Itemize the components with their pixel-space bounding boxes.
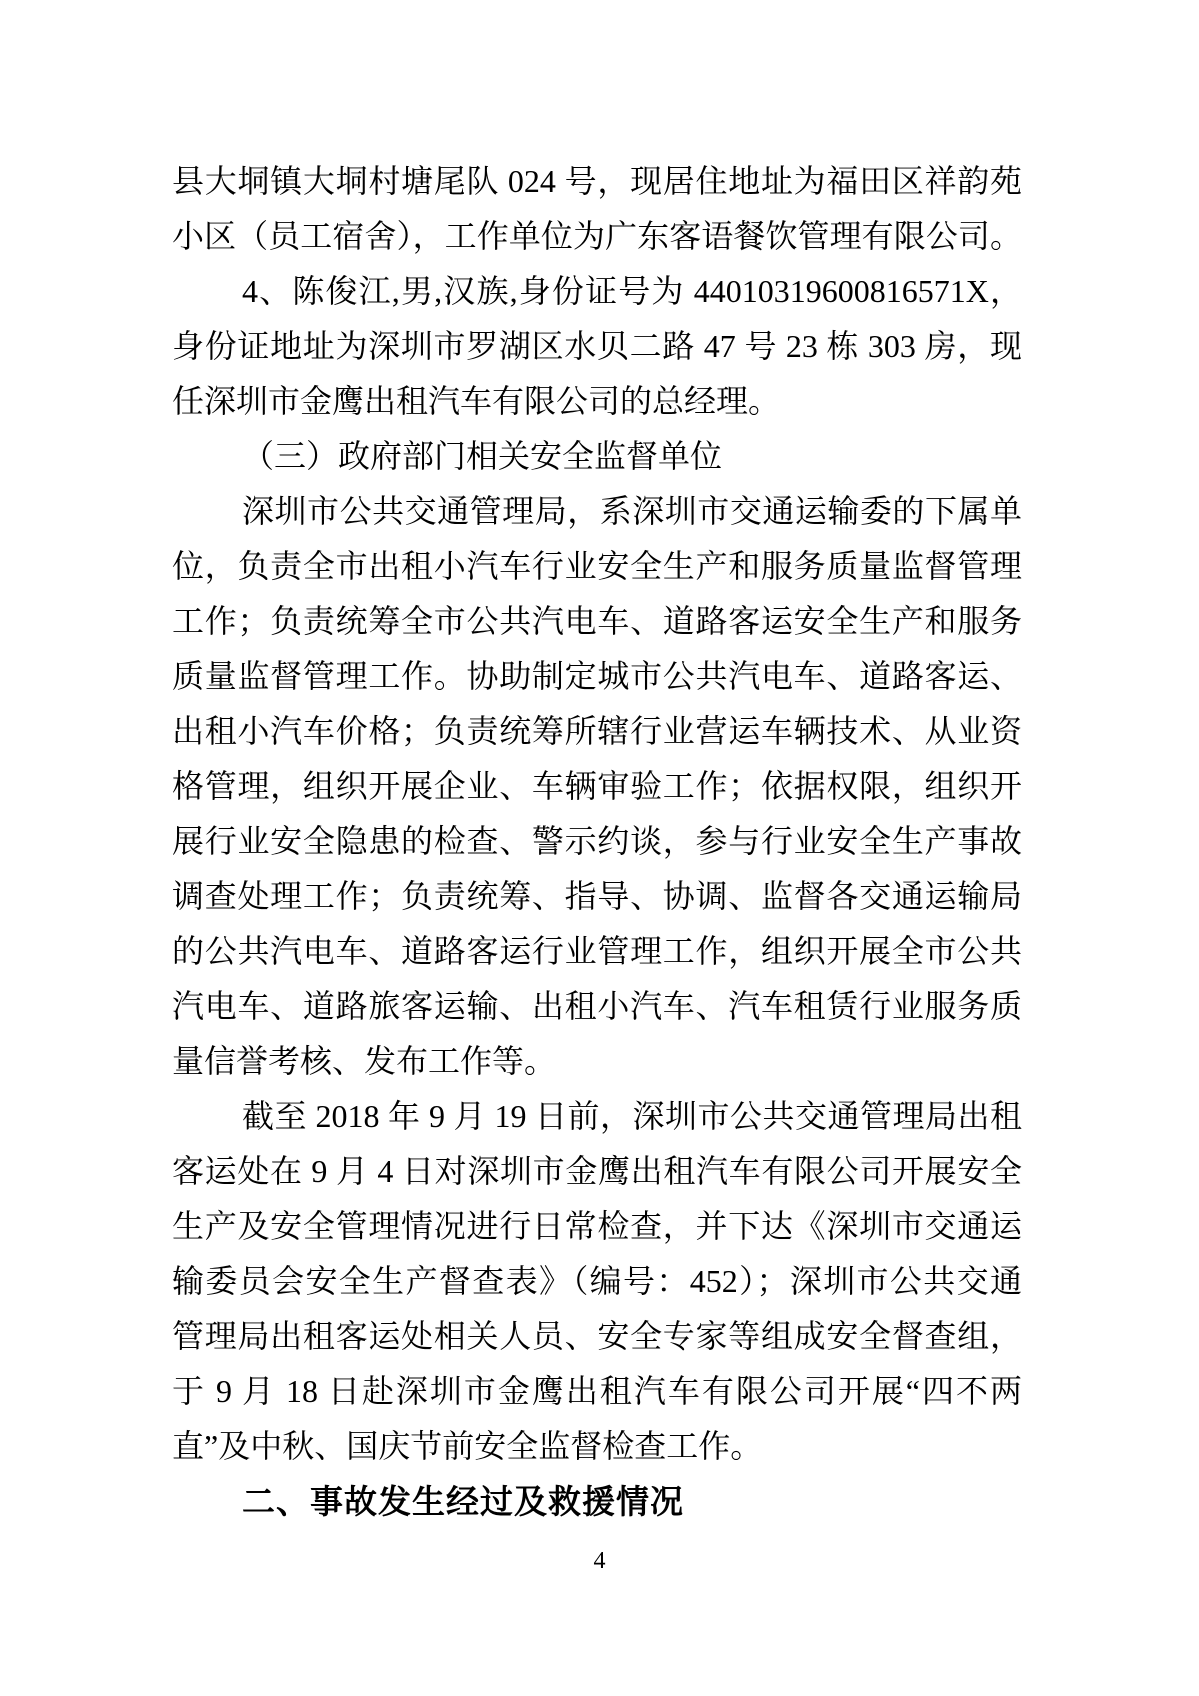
body-line: 小区（员工宿舍），工作单位为广东客语餐饮管理有限公司。 — [172, 218, 1022, 254]
body-line: 身份证地址为深圳市罗湖区水贝二路 47 号 23 栋 303 房，现 — [172, 328, 1022, 364]
body-line: 生产及安全管理情况进行日常检查，并下达《深圳市交通运 — [172, 1208, 1022, 1244]
body-line: 的公共汽电车、道路客运行业管理工作，组织开展全市公共 — [172, 933, 1022, 969]
subsection-heading: （三）政府部门相关安全监督单位 — [242, 438, 723, 474]
body-line: 质量监督管理工作。协助制定城市公共汽电车、道路客运、 — [172, 658, 1022, 694]
body-line: 位，负责全市出租小汽车行业安全生产和服务质量监督管理 — [172, 548, 1022, 584]
body-line: 截至 2018 年 9 月 19 日前，深圳市公共交通管理局出租 — [242, 1098, 1022, 1134]
body-line: 4、陈俊江,男,汉族,身份证号为 44010319600816571X， — [242, 273, 1022, 309]
body-line: 管理局出租客运处相关人员、安全专家等组成安全督查组， — [172, 1318, 1022, 1354]
section-heading: 二、事故发生经过及救援情况 — [242, 1483, 684, 1520]
body-line: 调查处理工作；负责统筹、指导、协调、监督各交通运输局 — [172, 878, 1022, 914]
document-body — [172, 154, 1022, 1529]
body-line: 任深圳市金鹰出租汽车有限公司的总经理。 — [172, 383, 781, 419]
body-line: 输委员会安全生产督查表》（编号：452）；深圳市公共交通 — [172, 1263, 1022, 1299]
body-line: 量信誉考核、发布工作等。 — [172, 1043, 557, 1079]
body-line: 直”及中秋、国庆节前安全监督检查工作。 — [172, 1428, 763, 1464]
body-line: 展行业安全隐患的检查、警示约谈，参与行业安全生产事故 — [172, 823, 1022, 859]
body-line: 格管理，组织开展企业、车辆审验工作；依据权限，组织开 — [172, 768, 1022, 804]
body-line: 工作；负责统筹全市公共汽电车、道路客运安全生产和服务 — [172, 603, 1022, 639]
body-line: 出租小汽车价格；负责统筹所辖行业营运车辆技术、从业资 — [172, 713, 1022, 749]
body-line: 于 9 月 18 日赴深圳市金鹰出租汽车有限公司开展“四不两 — [172, 1373, 1022, 1409]
page-number: 4 — [593, 1548, 606, 1574]
body-line: 县大垌镇大垌村塘尾队 024 号，现居住地址为福田区祥韵苑 — [172, 163, 1022, 199]
body-line: 深圳市公共交通管理局，系深圳市交通运输委的下属单 — [242, 493, 1022, 529]
body-line: 汽电车、道路旅客运输、出租小汽车、汽车租赁行业服务质 — [172, 988, 1022, 1024]
body-line: 客运处在 9 月 4 日对深圳市金鹰出租汽车有限公司开展安全 — [172, 1153, 1022, 1189]
